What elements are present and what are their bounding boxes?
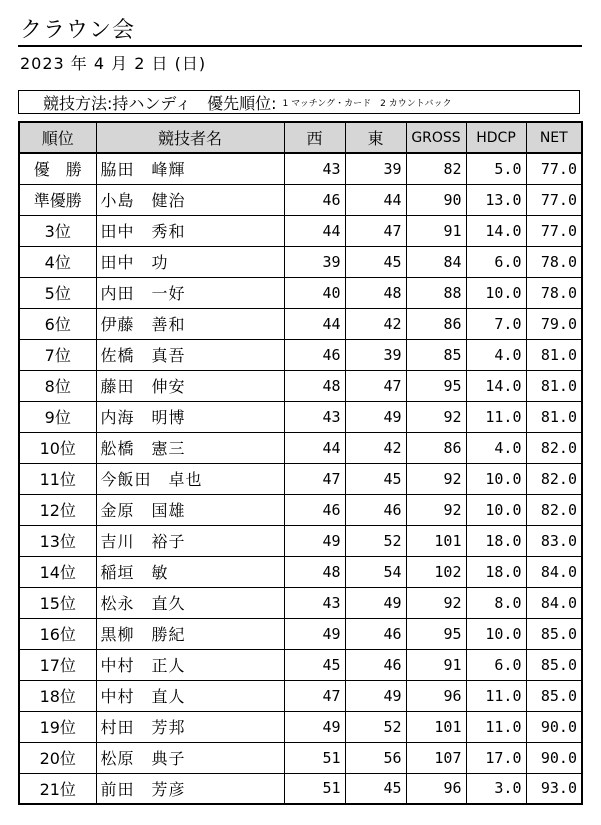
table-row bbox=[19, 680, 582, 711]
handicap-cell: 10.0 bbox=[466, 463, 526, 494]
player-name-cell: 前田 芳彦 bbox=[96, 773, 284, 804]
handicap-cell: 8.0 bbox=[466, 587, 526, 618]
west-score-cell: 40 bbox=[284, 277, 345, 308]
event-date: 2023 年 4 月 2 日 (日) bbox=[20, 54, 207, 73]
table-row bbox=[19, 432, 582, 463]
col-header-net: NET bbox=[526, 122, 582, 153]
table-row bbox=[19, 401, 582, 432]
player-name-cell: 今飯田 卓也 bbox=[96, 463, 284, 494]
table-row bbox=[19, 277, 582, 308]
east-score-cell: 52 bbox=[345, 525, 406, 556]
gross-score-cell: 95 bbox=[406, 370, 466, 401]
rank-cell: 準優勝 bbox=[19, 184, 96, 215]
net-score-cell: 93.0 bbox=[526, 773, 582, 804]
handicap-cell: 4.0 bbox=[466, 432, 526, 463]
west-score-cell: 49 bbox=[284, 711, 345, 742]
rank-cell: 8位 bbox=[19, 370, 96, 401]
col-header-east: 東 bbox=[345, 122, 406, 153]
table-row bbox=[19, 618, 582, 649]
east-score-cell: 52 bbox=[345, 711, 406, 742]
table-row bbox=[19, 587, 582, 618]
gross-score-cell: 101 bbox=[406, 525, 466, 556]
handicap-cell: 5.0 bbox=[466, 153, 526, 184]
gross-score-cell: 92 bbox=[406, 494, 466, 525]
east-score-cell: 39 bbox=[345, 339, 406, 370]
results-body bbox=[19, 153, 582, 804]
col-header-west: 西 bbox=[284, 122, 345, 153]
gross-score-cell: 96 bbox=[406, 680, 466, 711]
handicap-cell: 10.0 bbox=[466, 277, 526, 308]
west-score-cell: 51 bbox=[284, 742, 345, 773]
handicap-cell: 14.0 bbox=[466, 215, 526, 246]
player-name-cell: 村田 芳邦 bbox=[96, 711, 284, 742]
gross-score-cell: 86 bbox=[406, 432, 466, 463]
handicap-cell: 6.0 bbox=[466, 649, 526, 680]
gross-score-cell: 101 bbox=[406, 711, 466, 742]
results-table bbox=[18, 121, 583, 805]
gross-score-cell: 96 bbox=[406, 773, 466, 804]
west-score-cell: 43 bbox=[284, 401, 345, 432]
gross-score-cell: 91 bbox=[406, 215, 466, 246]
west-score-cell: 49 bbox=[284, 525, 345, 556]
page-title: クラウン会 bbox=[20, 18, 136, 43]
rank-cell: 4位 bbox=[19, 246, 96, 277]
table-row bbox=[19, 556, 582, 587]
table-row bbox=[19, 215, 582, 246]
east-score-cell: 42 bbox=[345, 432, 406, 463]
rank-cell: 14位 bbox=[19, 556, 96, 587]
player-name-cell: 中村 正人 bbox=[96, 649, 284, 680]
west-score-cell: 48 bbox=[284, 556, 345, 587]
player-name-cell: 黒柳 勝紀 bbox=[96, 618, 284, 649]
net-score-cell: 77.0 bbox=[526, 153, 582, 184]
net-score-cell: 83.0 bbox=[526, 525, 582, 556]
net-score-cell: 84.0 bbox=[526, 587, 582, 618]
player-name-cell: 中村 直人 bbox=[96, 680, 284, 711]
gross-score-cell: 107 bbox=[406, 742, 466, 773]
east-score-cell: 46 bbox=[345, 649, 406, 680]
handicap-cell: 4.0 bbox=[466, 339, 526, 370]
net-score-cell: 78.0 bbox=[526, 277, 582, 308]
table-row bbox=[19, 184, 582, 215]
handicap-cell: 10.0 bbox=[466, 494, 526, 525]
player-name-cell: 伊藤 善和 bbox=[96, 308, 284, 339]
competition-method-label: 競技方法:持ハンディ 優先順位: bbox=[43, 93, 277, 113]
player-name-cell: 金原 国雄 bbox=[96, 494, 284, 525]
east-score-cell: 47 bbox=[345, 215, 406, 246]
rank-cell: 6位 bbox=[19, 308, 96, 339]
handicap-cell: 17.0 bbox=[466, 742, 526, 773]
gross-score-cell: 95 bbox=[406, 618, 466, 649]
east-score-cell: 54 bbox=[345, 556, 406, 587]
col-header-rank: 順位 bbox=[19, 122, 96, 153]
table-row bbox=[19, 649, 582, 680]
rank-cell: 13位 bbox=[19, 525, 96, 556]
handicap-cell: 14.0 bbox=[466, 370, 526, 401]
net-score-cell: 84.0 bbox=[526, 556, 582, 587]
rank-cell: 17位 bbox=[19, 649, 96, 680]
table-row bbox=[19, 742, 582, 773]
east-score-cell: 48 bbox=[345, 277, 406, 308]
table-row bbox=[19, 246, 582, 277]
player-name-cell: 内海 明博 bbox=[96, 401, 284, 432]
west-score-cell: 44 bbox=[284, 308, 345, 339]
net-score-cell: 85.0 bbox=[526, 649, 582, 680]
player-name-cell: 吉川 裕子 bbox=[96, 525, 284, 556]
rank-cell: 7位 bbox=[19, 339, 96, 370]
player-name-cell: 松原 典子 bbox=[96, 742, 284, 773]
rank-cell: 9位 bbox=[19, 401, 96, 432]
table-row bbox=[19, 525, 582, 556]
west-score-cell: 43 bbox=[284, 153, 345, 184]
rank-cell: 16位 bbox=[19, 618, 96, 649]
player-name-cell: 小島 健治 bbox=[96, 184, 284, 215]
rank-cell: 12位 bbox=[19, 494, 96, 525]
west-score-cell: 51 bbox=[284, 773, 345, 804]
player-name-cell: 藤田 伸安 bbox=[96, 370, 284, 401]
net-score-cell: 90.0 bbox=[526, 711, 582, 742]
gross-score-cell: 82 bbox=[406, 153, 466, 184]
east-score-cell: 45 bbox=[345, 773, 406, 804]
gross-score-cell: 91 bbox=[406, 649, 466, 680]
gross-score-cell: 88 bbox=[406, 277, 466, 308]
table-row bbox=[19, 339, 582, 370]
west-score-cell: 45 bbox=[284, 649, 345, 680]
col-header-player-name: 競技者名 bbox=[96, 122, 284, 153]
player-name-cell: 佐橋 真吾 bbox=[96, 339, 284, 370]
table-row bbox=[19, 773, 582, 804]
handicap-cell: 11.0 bbox=[466, 711, 526, 742]
handicap-cell: 11.0 bbox=[466, 680, 526, 711]
handicap-cell: 18.0 bbox=[466, 556, 526, 587]
east-score-cell: 49 bbox=[345, 587, 406, 618]
rank-cell: 20位 bbox=[19, 742, 96, 773]
handicap-cell: 7.0 bbox=[466, 308, 526, 339]
west-score-cell: 46 bbox=[284, 184, 345, 215]
table-header-row bbox=[19, 122, 582, 153]
handicap-cell: 3.0 bbox=[466, 773, 526, 804]
gross-score-cell: 84 bbox=[406, 246, 466, 277]
west-score-cell: 47 bbox=[284, 680, 345, 711]
rank-cell: 5位 bbox=[19, 277, 96, 308]
east-score-cell: 44 bbox=[345, 184, 406, 215]
west-score-cell: 49 bbox=[284, 618, 345, 649]
net-score-cell: 82.0 bbox=[526, 432, 582, 463]
west-score-cell: 48 bbox=[284, 370, 345, 401]
handicap-cell: 11.0 bbox=[466, 401, 526, 432]
west-score-cell: 46 bbox=[284, 494, 345, 525]
gross-score-cell: 92 bbox=[406, 463, 466, 494]
player-name-cell: 田中 功 bbox=[96, 246, 284, 277]
gross-score-cell: 92 bbox=[406, 401, 466, 432]
rank-cell: 21位 bbox=[19, 773, 96, 804]
net-score-cell: 82.0 bbox=[526, 463, 582, 494]
west-score-cell: 39 bbox=[284, 246, 345, 277]
east-score-cell: 45 bbox=[345, 246, 406, 277]
net-score-cell: 77.0 bbox=[526, 215, 582, 246]
table-row bbox=[19, 153, 582, 184]
net-score-cell: 81.0 bbox=[526, 339, 582, 370]
handicap-cell: 10.0 bbox=[466, 618, 526, 649]
gross-score-cell: 92 bbox=[406, 587, 466, 618]
gross-score-cell: 102 bbox=[406, 556, 466, 587]
east-score-cell: 45 bbox=[345, 463, 406, 494]
east-score-cell: 49 bbox=[345, 401, 406, 432]
rank-cell: 11位 bbox=[19, 463, 96, 494]
west-score-cell: 46 bbox=[284, 339, 345, 370]
player-name-cell: 田中 秀和 bbox=[96, 215, 284, 246]
net-score-cell: 81.0 bbox=[526, 401, 582, 432]
col-header-gross: GROSS bbox=[406, 122, 466, 153]
title-underline bbox=[18, 45, 582, 47]
player-name-cell: 松永 直久 bbox=[96, 587, 284, 618]
west-score-cell: 44 bbox=[284, 432, 345, 463]
gross-score-cell: 86 bbox=[406, 308, 466, 339]
table-row bbox=[19, 370, 582, 401]
handicap-cell: 18.0 bbox=[466, 525, 526, 556]
col-header-hdcp: HDCP bbox=[466, 122, 526, 153]
net-score-cell: 85.0 bbox=[526, 618, 582, 649]
east-score-cell: 46 bbox=[345, 618, 406, 649]
rank-cell: 19位 bbox=[19, 711, 96, 742]
west-score-cell: 47 bbox=[284, 463, 345, 494]
table-row bbox=[19, 463, 582, 494]
east-score-cell: 39 bbox=[345, 153, 406, 184]
east-score-cell: 56 bbox=[345, 742, 406, 773]
table-row bbox=[19, 494, 582, 525]
east-score-cell: 49 bbox=[345, 680, 406, 711]
net-score-cell: 77.0 bbox=[526, 184, 582, 215]
west-score-cell: 43 bbox=[284, 587, 345, 618]
table-row bbox=[19, 711, 582, 742]
rank-cell: 18位 bbox=[19, 680, 96, 711]
player-name-cell: 内田 一好 bbox=[96, 277, 284, 308]
competition-method-box bbox=[18, 90, 580, 114]
net-score-cell: 78.0 bbox=[526, 246, 582, 277]
player-name-cell: 稲垣 敏 bbox=[96, 556, 284, 587]
player-name-cell: 舩橋 憲三 bbox=[96, 432, 284, 463]
net-score-cell: 79.0 bbox=[526, 308, 582, 339]
west-score-cell: 44 bbox=[284, 215, 345, 246]
gross-score-cell: 90 bbox=[406, 184, 466, 215]
net-score-cell: 82.0 bbox=[526, 494, 582, 525]
tiebreak-rules: 1 マッチング・カード 2 カウントバック bbox=[282, 98, 452, 109]
net-score-cell: 85.0 bbox=[526, 680, 582, 711]
rank-cell: 優 勝 bbox=[19, 153, 96, 184]
player-name-cell: 脇田 峰輝 bbox=[96, 153, 284, 184]
table-row bbox=[19, 308, 582, 339]
east-score-cell: 46 bbox=[345, 494, 406, 525]
rank-cell: 3位 bbox=[19, 215, 96, 246]
rank-cell: 10位 bbox=[19, 432, 96, 463]
handicap-cell: 6.0 bbox=[466, 246, 526, 277]
net-score-cell: 81.0 bbox=[526, 370, 582, 401]
east-score-cell: 42 bbox=[345, 308, 406, 339]
net-score-cell: 90.0 bbox=[526, 742, 582, 773]
east-score-cell: 47 bbox=[345, 370, 406, 401]
handicap-cell: 13.0 bbox=[466, 184, 526, 215]
rank-cell: 15位 bbox=[19, 587, 96, 618]
gross-score-cell: 85 bbox=[406, 339, 466, 370]
